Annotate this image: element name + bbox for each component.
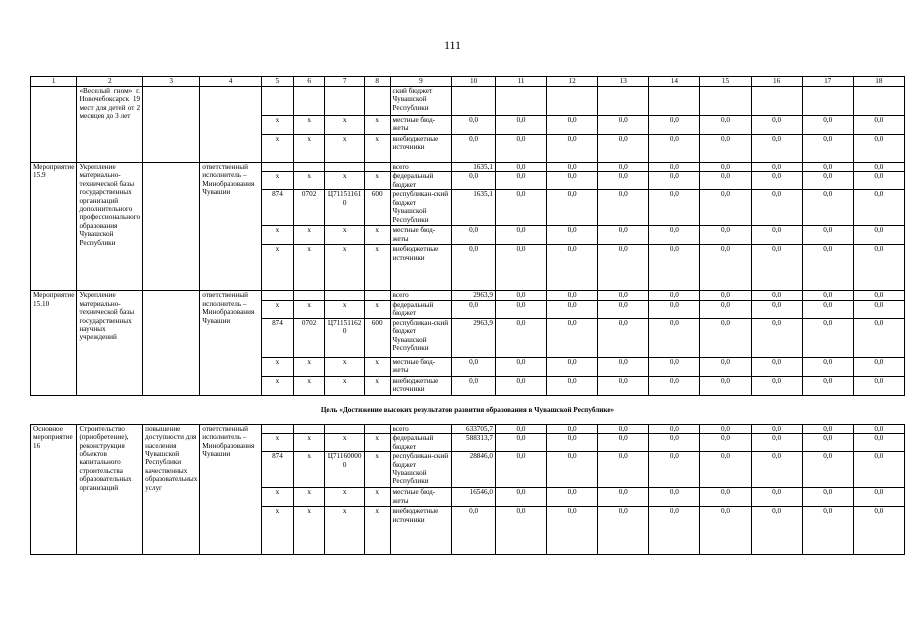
cell-x: х	[293, 376, 325, 395]
header-cell: 10	[452, 77, 496, 87]
cell-value: 0,0	[751, 245, 802, 291]
cell-value: 0,0	[547, 135, 598, 163]
cell-value: 0,0	[598, 135, 649, 163]
table-row	[31, 291, 905, 300]
cell-x: х	[293, 300, 325, 318]
cell-rz: 0702	[293, 190, 325, 226]
cell-event: Мероприятие 15.10	[31, 291, 77, 395]
cell-value: 0,0	[700, 245, 751, 291]
cell-x: х	[293, 245, 325, 291]
cell-value: 0,0	[547, 163, 598, 172]
cell-value: 2963,9	[452, 318, 496, 357]
cell-value: 0,0	[700, 507, 751, 555]
cell-x: х	[364, 507, 390, 555]
cell-value: 0,0	[649, 291, 700, 300]
cell-x: х	[325, 357, 364, 376]
cell-value: 0,0	[802, 291, 853, 300]
cell-value: 0,0	[853, 376, 904, 395]
cell-value: 0,0	[649, 507, 700, 555]
cell-source: местные бюд-жеты	[390, 226, 452, 245]
cell-value: 0,0	[495, 434, 546, 452]
cell-value: 0,0	[700, 357, 751, 376]
cell-x: х	[364, 357, 390, 376]
cell-value: 0,0	[802, 424, 853, 433]
cell-x: х	[293, 172, 325, 190]
cell-source: внебюджетные источники	[390, 245, 452, 291]
cell-value: 0,0	[495, 172, 546, 190]
cell-value: 0,0	[495, 376, 546, 395]
cell-value: 0,0	[751, 318, 802, 357]
cell-source: местные бюд-жеты	[390, 116, 452, 135]
cell-value: 0,0	[700, 424, 751, 433]
cell-empty	[364, 163, 390, 172]
cell-x: х	[293, 226, 325, 245]
cell-empty	[143, 87, 200, 163]
cell-x: х	[364, 434, 390, 452]
cell-value: 0,0	[751, 424, 802, 433]
cell-value: 0,0	[598, 226, 649, 245]
cell-value: 0,0	[452, 507, 496, 555]
cell-x: х	[325, 300, 364, 318]
cell-value: 0,0	[853, 190, 904, 226]
cell-name: Укрепление материально-технической базы государственных научных учреждений	[77, 291, 143, 395]
cell-empty	[143, 163, 200, 291]
cell-source: внебюджетные источники	[390, 135, 452, 163]
header-cell: 13	[598, 77, 649, 87]
cell-value: 0,0	[495, 357, 546, 376]
cell-value: 0,0	[547, 291, 598, 300]
cell-value: 0,0	[495, 424, 546, 433]
cell-value: 0,0	[598, 357, 649, 376]
cell-x: х	[293, 452, 325, 488]
cell-value: 0,0	[495, 226, 546, 245]
cell-value: 0,0	[598, 116, 649, 135]
cell-value: 0,0	[598, 452, 649, 488]
cell-value: 0,0	[700, 135, 751, 163]
cell-value: 0,0	[751, 190, 802, 226]
cell-value: 0,0	[598, 163, 649, 172]
header-cell: 8	[364, 77, 390, 87]
cell-x: х	[293, 488, 325, 507]
cell-value: 0,0	[700, 172, 751, 190]
cell-value: 0,0	[853, 226, 904, 245]
program-table	[30, 76, 905, 555]
cell-empty	[364, 424, 390, 433]
cell-value: 0,0	[547, 507, 598, 555]
cell-value: 0,0	[649, 488, 700, 507]
cell-event: Мероприятие 15.9	[31, 163, 77, 291]
cell-value: 0,0	[649, 116, 700, 135]
cell-source: местные бюд-жеты	[390, 357, 452, 376]
cell-value: 0,0	[700, 318, 751, 357]
cell-value: 0,0	[853, 507, 904, 555]
cell-value: 0,0	[598, 172, 649, 190]
cell-x: х	[364, 300, 390, 318]
cell-value: 0,0	[751, 163, 802, 172]
cell-source: федеральный бюджет	[390, 172, 452, 190]
cell-value: 0,0	[802, 452, 853, 488]
cell-executor: ответственный исполнитель – Минобразования Чувашии	[200, 163, 262, 291]
cell-source: федеральный бюджет	[390, 300, 452, 318]
goal-row	[31, 395, 905, 424]
cell-value: 0,0	[649, 172, 700, 190]
cell-name: Укрепление материально-технической базы государственных организаций дополнительного профессионального образования Чувашской Республики	[77, 163, 143, 291]
cell-value: 0,0	[853, 300, 904, 318]
cell-empty	[802, 87, 853, 116]
cell-value: 0,0	[853, 135, 904, 163]
cell-value: 0,0	[598, 507, 649, 555]
cell-value: 2963,9	[452, 291, 496, 300]
cell-value: 0,0	[495, 507, 546, 555]
cell-value: 0,0	[751, 300, 802, 318]
cell-csr: Ц711600000	[325, 452, 364, 488]
cell-value: 0,0	[649, 190, 700, 226]
header-cell: 14	[649, 77, 700, 87]
cell-x: х	[325, 116, 364, 135]
cell-empty	[293, 291, 325, 300]
cell-value: 28846,0	[452, 452, 496, 488]
cell-x: х	[325, 488, 364, 507]
cell-empty	[325, 424, 364, 433]
cell-x: х	[364, 245, 390, 291]
cell-value: 0,0	[700, 376, 751, 395]
cell-value: 0,0	[598, 488, 649, 507]
cell-value: 0,0	[598, 245, 649, 291]
goal-title: Цель «Достижение высоких результатов развития образования в Чувашской Республике»	[31, 395, 905, 424]
cell-empty	[598, 87, 649, 116]
cell-value: 0,0	[751, 116, 802, 135]
cell-value: 0,0	[649, 376, 700, 395]
cell-value: 0,0	[547, 357, 598, 376]
cell-empty	[547, 87, 598, 116]
cell-csr: Ц711511620	[325, 318, 364, 357]
cell-empty	[293, 87, 325, 116]
cell-value: 0,0	[452, 116, 496, 135]
cell-value: 0,0	[802, 163, 853, 172]
cell-value: 0,0	[598, 300, 649, 318]
cell-source: внебюджетные источники	[390, 376, 452, 395]
cell-value: 0,0	[700, 434, 751, 452]
cell-grbs: 874	[262, 318, 294, 357]
header-cell: 15	[700, 77, 751, 87]
cell-value: 0,0	[598, 291, 649, 300]
cell-value: 0,0	[751, 226, 802, 245]
cell-value: 0,0	[802, 226, 853, 245]
cell-value: 0,0	[547, 424, 598, 433]
table-row	[31, 87, 905, 116]
cell-value: 0,0	[649, 245, 700, 291]
cell-csr: Ц711511610	[325, 190, 364, 226]
cell-value: 0,0	[598, 376, 649, 395]
cell-value: 0,0	[547, 376, 598, 395]
cell-x: х	[293, 507, 325, 555]
cell-value: 0,0	[649, 452, 700, 488]
cell-source: всего	[390, 291, 452, 300]
cell-source: республикан-ский бюджет Чувашской Республики	[390, 190, 452, 226]
cell-value: 0,0	[802, 190, 853, 226]
cell-value: 0,0	[700, 300, 751, 318]
cell-source: республикан-ский бюджет Чувашской Республики	[390, 452, 452, 488]
cell-value: 0,0	[598, 318, 649, 357]
cell-x: х	[262, 116, 294, 135]
cell-empty	[853, 87, 904, 116]
cell-empty	[364, 291, 390, 300]
cell-x: х	[262, 434, 294, 452]
cell-empty	[751, 87, 802, 116]
cell-x: х	[325, 434, 364, 452]
cell-value: 0,0	[649, 318, 700, 357]
cell-value: 0,0	[853, 424, 904, 433]
cell-value: 0,0	[802, 357, 853, 376]
cell-value: 0,0	[802, 116, 853, 135]
cell-value: 0,0	[700, 190, 751, 226]
cell-empty	[293, 424, 325, 433]
header-cell: 1	[31, 77, 77, 87]
header-cell: 7	[325, 77, 364, 87]
cell-name: «Веселый гном» г. Новочебоксарск 19 мест для детей от 2 месяцев до 3 лет	[77, 87, 143, 163]
cell-value: 0,0	[547, 488, 598, 507]
cell-value: 0,0	[452, 226, 496, 245]
table-row	[31, 424, 905, 433]
cell-empty	[495, 87, 546, 116]
cell-value: 0,0	[751, 172, 802, 190]
cell-x: х	[262, 376, 294, 395]
cell-value: 0,0	[853, 245, 904, 291]
cell-value: 0,0	[802, 318, 853, 357]
cell-value: 0,0	[649, 357, 700, 376]
cell-value: 0,0	[853, 163, 904, 172]
cell-x: х	[364, 135, 390, 163]
cell-value: 0,0	[802, 434, 853, 452]
cell-goal: повышение доступности для населения Чувашской Республики качественных образовательных услуг	[143, 424, 200, 554]
cell-x: х	[262, 172, 294, 190]
cell-name: Строительство (приобретение), реконструкция объектов капитального строительства образовательных организаций	[77, 424, 143, 554]
cell-value: 633705,7	[452, 424, 496, 433]
cell-x: х	[364, 452, 390, 488]
cell-value: 0,0	[452, 357, 496, 376]
cell-value: 0,0	[495, 163, 546, 172]
cell-value: 1635,1	[452, 163, 496, 172]
cell-empty	[325, 163, 364, 172]
cell-value: 0,0	[802, 488, 853, 507]
cell-source: ский бюджет Чувашской Республики	[390, 87, 452, 116]
cell-x: х	[325, 245, 364, 291]
header-cell: 3	[143, 77, 200, 87]
cell-value: 0,0	[700, 116, 751, 135]
cell-x: х	[364, 488, 390, 507]
cell-value: 0,0	[495, 452, 546, 488]
cell-value: 0,0	[547, 318, 598, 357]
cell-value: 0,0	[802, 376, 853, 395]
cell-value: 0,0	[452, 172, 496, 190]
cell-value: 0,0	[452, 300, 496, 318]
cell-value: 0,0	[649, 226, 700, 245]
cell-source: местные бюд-жеты	[390, 488, 452, 507]
cell-value: 0,0	[452, 376, 496, 395]
cell-empty	[325, 291, 364, 300]
cell-value: 0,0	[649, 424, 700, 433]
header-cell: 4	[200, 77, 262, 87]
cell-value: 0,0	[547, 172, 598, 190]
cell-x: х	[293, 357, 325, 376]
cell-value: 0,0	[547, 226, 598, 245]
cell-value: 0,0	[802, 172, 853, 190]
table-row	[31, 163, 905, 172]
cell-value: 0,0	[547, 452, 598, 488]
cell-value: 0,0	[495, 245, 546, 291]
cell-x: х	[262, 135, 294, 163]
cell-value: 0,0	[547, 190, 598, 226]
cell-x: х	[325, 135, 364, 163]
cell-x: х	[262, 226, 294, 245]
header-cell: 17	[802, 77, 853, 87]
cell-x: х	[293, 116, 325, 135]
cell-value: 0,0	[495, 300, 546, 318]
cell-x: х	[262, 357, 294, 376]
cell-value: 0,0	[649, 300, 700, 318]
cell-value: 0,0	[853, 318, 904, 357]
cell-value: 0,0	[547, 245, 598, 291]
cell-value: 0,0	[700, 488, 751, 507]
cell-source: республикан-ский бюджет Чувашской Республики	[390, 318, 452, 357]
cell-value: 16546,0	[452, 488, 496, 507]
cell-x: х	[262, 245, 294, 291]
cell-value: 0,0	[802, 300, 853, 318]
cell-executor: ответственный исполнитель – Минобразования Чувашии	[200, 291, 262, 395]
cell-value: 0,0	[495, 488, 546, 507]
cell-value: 0,0	[495, 291, 546, 300]
cell-empty	[293, 163, 325, 172]
cell-source: федеральный бюджет	[390, 434, 452, 452]
cell-value: 0,0	[802, 135, 853, 163]
cell-grbs: 874	[262, 452, 294, 488]
cell-value: 0,0	[853, 357, 904, 376]
header-cell: 12	[547, 77, 598, 87]
cell-value: 0,0	[598, 434, 649, 452]
cell-value: 0,0	[495, 116, 546, 135]
cell-value: 0,0	[751, 452, 802, 488]
header-cell: 5	[262, 77, 294, 87]
cell-empty	[200, 87, 262, 163]
cell-empty	[649, 87, 700, 116]
cell-x: х	[293, 434, 325, 452]
cell-x: х	[364, 116, 390, 135]
cell-value: 0,0	[751, 434, 802, 452]
cell-event: Основное мероприятие 16	[31, 424, 77, 554]
cell-value: 0,0	[853, 116, 904, 135]
cell-x: х	[325, 172, 364, 190]
header-cell: 11	[495, 77, 546, 87]
cell-value: 0,0	[547, 434, 598, 452]
cell-empty	[325, 87, 364, 116]
cell-empty	[262, 291, 294, 300]
cell-value: 0,0	[853, 452, 904, 488]
cell-value: 1635,1	[452, 190, 496, 226]
cell-x: х	[325, 226, 364, 245]
cell-value: 0,0	[495, 190, 546, 226]
cell-value: 0,0	[700, 452, 751, 488]
cell-value: 0,0	[700, 163, 751, 172]
header-cell: 6	[293, 77, 325, 87]
cell-value: 588313,7	[452, 434, 496, 452]
cell-executor: ответственный исполнитель – Минобразования Чувашии	[200, 424, 262, 554]
cell-value: 0,0	[495, 135, 546, 163]
header-cell: 2	[77, 77, 143, 87]
cell-empty	[452, 87, 496, 116]
cell-value: 0,0	[853, 291, 904, 300]
cell-empty	[262, 87, 294, 116]
cell-value: 0,0	[495, 318, 546, 357]
cell-value: 0,0	[751, 135, 802, 163]
cell-rz: 0702	[293, 318, 325, 357]
cell-value: 0,0	[751, 507, 802, 555]
cell-source: всего	[390, 424, 452, 433]
cell-x: х	[262, 507, 294, 555]
cell-value: 0,0	[547, 300, 598, 318]
cell-empty	[700, 87, 751, 116]
cell-value: 0,0	[853, 434, 904, 452]
header-row	[31, 77, 905, 87]
cell-value: 0,0	[649, 434, 700, 452]
cell-value: 0,0	[751, 376, 802, 395]
header-cell: 18	[853, 77, 904, 87]
cell-x: х	[325, 376, 364, 395]
cell-value: 0,0	[751, 357, 802, 376]
cell-value: 0,0	[598, 190, 649, 226]
cell-value: 0,0	[547, 116, 598, 135]
cell-x: х	[364, 376, 390, 395]
cell-value: 0,0	[853, 488, 904, 507]
cell-value: 0,0	[649, 163, 700, 172]
cell-empty	[31, 87, 77, 163]
cell-empty	[364, 87, 390, 116]
cell-vr: 600	[364, 318, 390, 357]
page-number: 111	[443, 38, 462, 52]
cell-empty	[143, 291, 200, 395]
cell-x: х	[262, 488, 294, 507]
cell-vr: 600	[364, 190, 390, 226]
cell-value: 0,0	[452, 135, 496, 163]
cell-value: 0,0	[700, 226, 751, 245]
cell-value: 0,0	[649, 135, 700, 163]
cell-value: 0,0	[802, 245, 853, 291]
cell-source: внебюджетные источники	[390, 507, 452, 555]
cell-value: 0,0	[452, 245, 496, 291]
cell-value: 0,0	[700, 291, 751, 300]
cell-x: х	[293, 135, 325, 163]
cell-x: х	[262, 300, 294, 318]
cell-value: 0,0	[802, 507, 853, 555]
cell-value: 0,0	[751, 488, 802, 507]
cell-source: всего	[390, 163, 452, 172]
header-cell: 9	[390, 77, 452, 87]
cell-empty	[262, 163, 294, 172]
cell-x: х	[364, 226, 390, 245]
cell-value: 0,0	[751, 291, 802, 300]
cell-x: х	[364, 172, 390, 190]
cell-x: х	[325, 507, 364, 555]
cell-grbs: 874	[262, 190, 294, 226]
cell-value: 0,0	[598, 424, 649, 433]
cell-value: 0,0	[853, 172, 904, 190]
cell-empty	[262, 424, 294, 433]
header-cell: 16	[751, 77, 802, 87]
